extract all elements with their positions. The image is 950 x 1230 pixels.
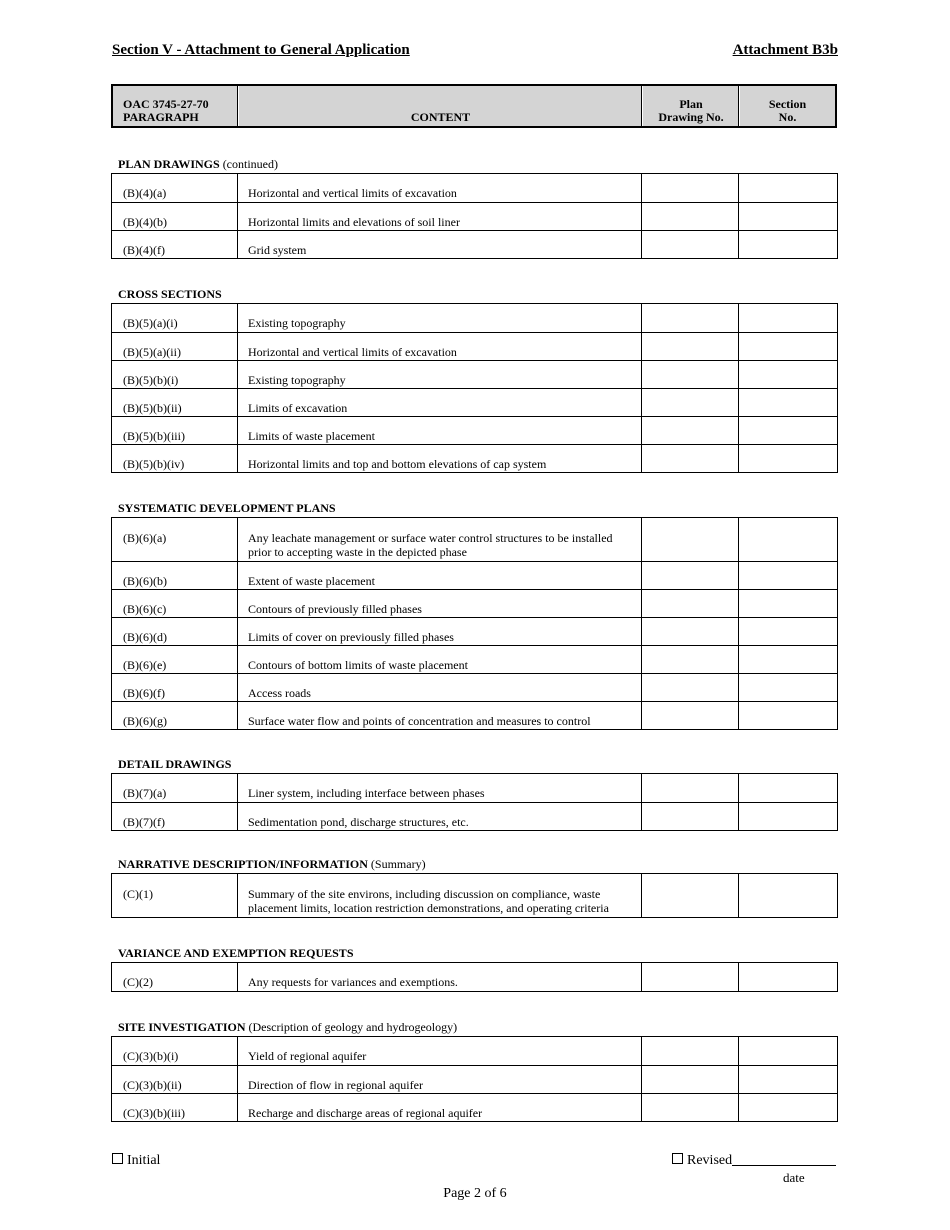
paragraph-cell: (B)(6)(f): [112, 674, 238, 701]
content-line: Horizontal and vertical limits of excavation: [248, 186, 457, 200]
section-subtitle: (Description of geology and hydrogeology): [248, 1020, 458, 1034]
section-table: [111, 517, 838, 730]
content-line: Surface water flow and points of concentration and measures to control: [248, 714, 591, 728]
revised-option[interactable]: [672, 1153, 836, 1169]
plan-drawing-no-field[interactable]: [642, 590, 739, 617]
section-title: [118, 501, 336, 516]
content-line: Limits of waste placement: [248, 429, 375, 443]
section-no-field[interactable]: [739, 562, 837, 589]
table-row: [112, 673, 837, 701]
section-no-field[interactable]: [739, 417, 837, 444]
plan-drawing-no-field[interactable]: [642, 963, 739, 991]
content-cell: [238, 1066, 642, 1093]
section-no-field[interactable]: [739, 874, 837, 917]
plan-drawing-no-field[interactable]: [642, 674, 739, 701]
plan-drawing-no-field[interactable]: [642, 874, 739, 917]
paragraph-cell: (B)(6)(d): [112, 618, 238, 645]
content-line: Horizontal limits and elevations of soil liner: [248, 215, 460, 229]
content-line: Limits of cover on previously filled phases: [248, 630, 454, 644]
paragraph-cell: (B)(7)(f): [112, 803, 238, 830]
header-paragraph-line2: PARAGRAPH: [123, 110, 199, 124]
content-cell: [238, 333, 642, 360]
paragraph-cell: (B)(7)(a): [112, 774, 238, 802]
content-cell: [238, 702, 642, 729]
section-no-field[interactable]: [739, 702, 837, 729]
section-table: [111, 773, 838, 831]
paragraph-cell: (C)(3)(b)(i): [112, 1037, 238, 1065]
plan-drawing-no-field[interactable]: [642, 203, 739, 230]
section-no-field[interactable]: [739, 518, 837, 561]
paragraph-cell: (B)(6)(c): [112, 590, 238, 617]
plan-drawing-no-field[interactable]: [642, 1037, 739, 1065]
table-row: [112, 1065, 837, 1093]
table-row: [112, 617, 837, 645]
paragraph-cell: (B)(4)(f): [112, 231, 238, 258]
header-plan-line2: Drawing No.: [658, 110, 724, 124]
section-title-text: SYSTEMATIC DEVELOPMENT PLANS: [118, 501, 336, 515]
content-line: Summary of the site environs, including discussion on compliance, waste: [248, 887, 601, 901]
content-line: Extent of waste placement: [248, 574, 375, 588]
section-no-field[interactable]: [739, 203, 837, 230]
content-cell: [238, 1094, 642, 1121]
content-cell: [238, 361, 642, 388]
content-cell: [238, 203, 642, 230]
section-no-field[interactable]: [739, 963, 837, 991]
section-no-field[interactable]: [739, 1094, 837, 1121]
table-row: [112, 202, 837, 230]
paragraph-cell: (B)(5)(b)(iv): [112, 445, 238, 472]
section-table: [111, 1036, 838, 1122]
content-cell: [238, 304, 642, 332]
section-no-field[interactable]: [739, 445, 837, 472]
paragraph-cell: (C)(1): [112, 874, 238, 917]
plan-drawing-no-field[interactable]: [642, 174, 739, 202]
content-cell: [238, 874, 642, 917]
section-no-field[interactable]: [739, 361, 837, 388]
content-line: Horizontal limits and top and bottom elevations of cap system: [248, 457, 547, 471]
section-no-field[interactable]: [739, 389, 837, 416]
header-paragraph: [113, 86, 239, 126]
paragraph-cell: (C)(2): [112, 963, 238, 991]
section-title-text: VARIANCE AND EXEMPTION REQUESTS: [118, 946, 354, 960]
section-no-field[interactable]: [739, 590, 837, 617]
table-row: [112, 174, 837, 202]
plan-drawing-no-field[interactable]: [642, 702, 739, 729]
paragraph-cell: (B)(4)(a): [112, 174, 238, 202]
section-title-text: SITE INVESTIGATION: [118, 1020, 246, 1034]
table-row: [112, 518, 837, 561]
plan-drawing-no-field[interactable]: [642, 562, 739, 589]
section-subtitle: (Summary): [370, 857, 426, 871]
plan-drawing-no-field[interactable]: [642, 646, 739, 673]
section-subtitle: (continued): [222, 157, 278, 171]
plan-drawing-no-field[interactable]: [642, 618, 739, 645]
content-cell: [238, 963, 642, 991]
section-no-field[interactable]: [739, 174, 837, 202]
section-title-text: NARRATIVE DESCRIPTION/INFORMATION: [118, 857, 368, 871]
table-row: [112, 802, 837, 830]
table-row: [112, 1037, 837, 1065]
section-no-field[interactable]: [739, 1037, 837, 1065]
table-row: [112, 304, 837, 332]
table-row: [112, 444, 837, 472]
table-row: [112, 774, 837, 802]
plan-drawing-no-field[interactable]: [642, 1066, 739, 1093]
revised-checkbox[interactable]: [672, 1153, 683, 1164]
table-row: [112, 416, 837, 444]
table-row: [112, 332, 837, 360]
paragraph-cell: (B)(5)(b)(ii): [112, 389, 238, 416]
content-line: Recharge and discharge areas of regional aquifer: [248, 1106, 483, 1120]
table-row: [112, 963, 837, 991]
revised-label: Revised: [687, 1153, 733, 1168]
content-cell: [238, 674, 642, 701]
paragraph-cell: (B)(5)(a)(i): [112, 304, 238, 332]
section-title: [118, 157, 278, 172]
section-title: [118, 757, 231, 772]
content-cell: [238, 417, 642, 444]
plan-drawing-no-field[interactable]: [642, 333, 739, 360]
section-title: [118, 857, 426, 872]
content-cell: [238, 618, 642, 645]
content-line: Limits of excavation: [248, 401, 348, 415]
section-no-field[interactable]: [739, 646, 837, 673]
section-title-text: PLAN DRAWINGS: [118, 157, 220, 171]
content-cell: [238, 562, 642, 589]
section-table: [111, 173, 838, 259]
table-row: [112, 874, 837, 917]
table-row: [112, 645, 837, 673]
section-no-field[interactable]: [739, 333, 837, 360]
table-row: [112, 388, 837, 416]
content-line: Contours of previously filled phases: [248, 602, 422, 616]
header-section-no: [740, 86, 835, 126]
section-no-field[interactable]: [739, 1066, 837, 1093]
section-no-field[interactable]: [739, 774, 837, 802]
content-line: Existing topography: [248, 316, 346, 330]
header-plan-line1: Plan: [679, 97, 703, 111]
content-cell: [238, 646, 642, 673]
paragraph-cell: (C)(3)(b)(iii): [112, 1094, 238, 1121]
content-cell: [238, 231, 642, 258]
initial-option[interactable]: [112, 1153, 160, 1169]
attachment-id: Attachment B3b: [732, 42, 838, 58]
content-line: Yield of regional aquifer: [248, 1049, 367, 1063]
plan-drawing-no-field[interactable]: [642, 774, 739, 802]
table-row: [112, 1093, 837, 1121]
content-line: Any leachate management or surface water control structures to be installed: [248, 531, 613, 545]
section-table: [111, 962, 838, 992]
section-no-field[interactable]: [739, 618, 837, 645]
section-no-field[interactable]: [739, 674, 837, 701]
plan-drawing-no-field[interactable]: [642, 231, 739, 258]
content-line: prior to accepting waste in the depicted phase: [248, 545, 467, 559]
plan-drawing-no-field[interactable]: [642, 417, 739, 444]
plan-drawing-no-field[interactable]: [642, 304, 739, 332]
section-no-field[interactable]: [739, 304, 837, 332]
plan-drawing-no-field[interactable]: [642, 1094, 739, 1121]
paragraph-cell: (B)(6)(g): [112, 702, 238, 729]
header-content: [239, 86, 643, 126]
plan-drawing-no-field[interactable]: [642, 445, 739, 472]
table-row: [112, 360, 837, 388]
section-no-field[interactable]: [739, 231, 837, 258]
page-header: [112, 42, 838, 59]
content-cell: [238, 774, 642, 802]
plan-drawing-no-field[interactable]: [642, 803, 739, 830]
table-header: [111, 84, 837, 128]
table-row: [112, 701, 837, 729]
plan-drawing-no-field[interactable]: [642, 518, 739, 561]
section-title: [118, 1020, 457, 1035]
paragraph-cell: (B)(6)(b): [112, 562, 238, 589]
section-no-field[interactable]: [739, 803, 837, 830]
initial-checkbox[interactable]: [112, 1153, 123, 1164]
content-line: Access roads: [248, 686, 311, 700]
revised-date-field[interactable]: [732, 1153, 836, 1166]
table-row: [112, 230, 837, 258]
section-table: [111, 873, 838, 918]
table-row: [112, 561, 837, 589]
header-section-line1: Section: [768, 97, 807, 111]
content-line: Any requests for variances and exemptions.: [248, 975, 458, 989]
section-title-text: DETAIL DRAWINGS: [118, 757, 232, 771]
paragraph-cell: (C)(3)(b)(ii): [112, 1066, 238, 1093]
content-line: Contours of bottom limits of waste placement: [248, 658, 468, 672]
header-content-label: CONTENT: [410, 110, 471, 124]
paragraph-cell: (B)(5)(a)(ii): [112, 333, 238, 360]
paragraph-cell: (B)(6)(a): [112, 518, 238, 561]
section-title-text: CROSS SECTIONS: [118, 287, 222, 301]
content-cell: [238, 174, 642, 202]
header-section-line2: No.: [778, 110, 797, 124]
content-line: Horizontal and vertical limits of excavation: [248, 345, 457, 359]
paragraph-cell: (B)(5)(b)(iii): [112, 417, 238, 444]
content-cell: [238, 389, 642, 416]
table-row: [112, 589, 837, 617]
paragraph-cell: (B)(6)(e): [112, 646, 238, 673]
paragraph-cell: (B)(4)(b): [112, 203, 238, 230]
header-title: Section V - Attachment to General Application: [112, 42, 410, 58]
content-cell: [238, 1037, 642, 1065]
content-cell: [238, 518, 642, 561]
initial-label: Initial: [127, 1153, 161, 1168]
header-paragraph-line1: OAC 3745-27-70: [123, 97, 209, 111]
section-title: [118, 946, 354, 961]
content-line: Existing topography: [248, 373, 346, 387]
content-line: placement limits, location restriction demonstrations, and operating criteria: [248, 901, 609, 915]
content-line: Sedimentation pond, discharge structures, etc.: [248, 815, 469, 829]
date-label: date: [783, 1170, 805, 1185]
content-cell: [238, 590, 642, 617]
content-line: Liner system, including interface between phases: [248, 786, 485, 800]
section-table: [111, 303, 838, 473]
content-cell: [238, 803, 642, 830]
header-plan-drawing: [643, 86, 740, 126]
content-line: Grid system: [248, 243, 307, 257]
section-title: [118, 287, 222, 302]
plan-drawing-no-field[interactable]: [642, 389, 739, 416]
paragraph-cell: (B)(5)(b)(i): [112, 361, 238, 388]
page-number: Page 2 of 6: [443, 1186, 507, 1201]
plan-drawing-no-field[interactable]: [642, 361, 739, 388]
content-line: Direction of flow in regional aquifer: [248, 1078, 423, 1092]
content-cell: [238, 445, 642, 472]
